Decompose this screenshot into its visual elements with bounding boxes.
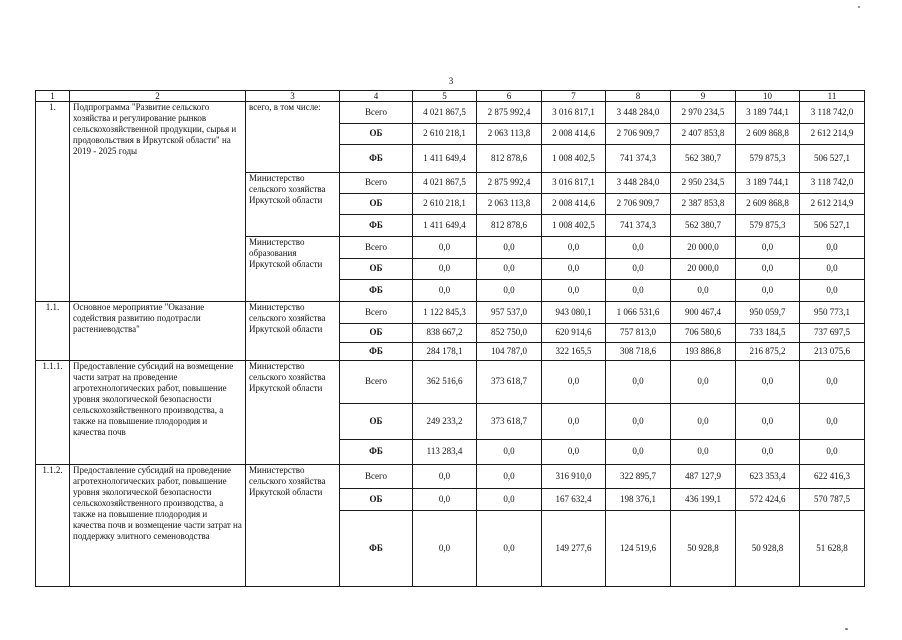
section-1-1-2 [36,465,865,587]
header-cell: 2 [70,91,246,102]
funding-source: Всего [340,173,413,194]
value-cell: 487 127,9 [671,465,736,489]
value-cell: 0,0 [413,280,477,302]
value-cell: 0,0 [800,237,865,259]
header-cell: 3 [246,91,340,102]
value-cell: 0,0 [736,280,800,302]
value-cell: 0,0 [800,259,865,280]
value-cell: 2 706 909,7 [606,194,671,215]
value-cell: 2 387 853,8 [671,194,736,215]
value-cell: 0,0 [477,280,542,302]
value-cell: 620 914,6 [542,324,606,343]
table-row [36,302,865,324]
value-cell: 249 233,2 [413,404,477,440]
value-cell: 2 008 414,6 [542,124,606,145]
value-cell: 0,0 [606,280,671,302]
value-cell: 506 527,1 [800,215,865,237]
table-row [36,465,865,489]
funding-source: ОБ [340,404,413,440]
value-cell: 0,0 [542,404,606,440]
value-cell: 623 353,4 [736,465,800,489]
page-number: 3 [448,76,454,86]
value-cell: 0,0 [800,404,865,440]
value-cell: 562 380,7 [671,145,736,173]
scan-speck [858,6,860,8]
value-cell: 0,0 [413,237,477,259]
value-cell: 104 787,0 [477,343,542,361]
funding-source: ФБ [340,215,413,237]
funding-source: ФБ [340,440,413,465]
funding-source: Всего [340,102,413,124]
value-cell: 2 609 868,8 [736,194,800,215]
value-cell: 741 374,3 [606,215,671,237]
header-cell: 6 [477,91,542,102]
value-cell: 2 610 218,1 [413,194,477,215]
value-cell: 0,0 [542,361,606,404]
funding-source: ОБ [340,324,413,343]
value-cell: 436 199,1 [671,489,736,511]
value-cell: 2 875 992,4 [477,102,542,124]
responsible-executor: Министерство сельского хозяйства Иркутской области [246,361,340,465]
funding-source: ОБ [340,194,413,215]
value-cell: 757 813,0 [606,324,671,343]
value-cell: 0,0 [606,361,671,404]
value-cell: 213 075,6 [800,343,865,361]
value-cell: 3 189 744,1 [736,102,800,124]
value-cell: 1 008 402,5 [542,215,606,237]
value-cell: 852 750,0 [477,324,542,343]
value-cell: 950 059,7 [736,302,800,324]
value-cell: 0,0 [477,465,542,489]
row-title: Предоставление субсидий на возмещение части затрат на проведение агротехнологических работ, повышение уровня экологической безопасности сельскохозяйственного производства, а также на повышение плодородия и качества почв [70,361,246,465]
value-cell: 4 021 867,5 [413,102,477,124]
value-cell: 3 118 742,0 [800,102,865,124]
table-row [36,102,865,124]
value-cell: 0,0 [542,259,606,280]
value-cell: 2 609 868,8 [736,124,800,145]
funding-source: ФБ [340,511,413,587]
value-cell: 0,0 [736,404,800,440]
value-cell: 950 773,1 [800,302,865,324]
value-cell: 3 118 742,0 [800,173,865,194]
value-cell: 0,0 [542,280,606,302]
value-cell: 0,0 [800,361,865,404]
value-cell: 2 407 853,8 [671,124,736,145]
value-cell: 0,0 [413,259,477,280]
header-cell: 9 [671,91,736,102]
value-cell: 0,0 [606,237,671,259]
header-row [36,91,865,102]
funding-source: ОБ [340,489,413,511]
value-cell: 50 928,8 [736,511,800,587]
value-cell: 812 878,6 [477,145,542,173]
value-cell: 0,0 [477,511,542,587]
row-title: Подпрограмма "Развитие сельского хозяйства и регулирование рынков сельскохозяйственной продукции, сырья и продовольствия в Иркутской области" на 2019 - 2025 годы [70,102,246,302]
value-cell: 0,0 [542,237,606,259]
funding-source: ФБ [340,280,413,302]
value-cell: 706 580,6 [671,324,736,343]
responsible-executor: Министерство образования Иркутской области [246,237,340,302]
value-cell: 0,0 [800,280,865,302]
value-cell: 506 527,1 [800,145,865,173]
header-cell: 7 [542,91,606,102]
header-cell: 5 [413,91,477,102]
value-cell: 0,0 [736,259,800,280]
value-cell: 2 970 234,5 [671,102,736,124]
value-cell: 3 448 284,0 [606,173,671,194]
responsible-executor: Министерство сельского хозяйства Иркутской области [246,302,340,361]
value-cell: 0,0 [413,465,477,489]
value-cell: 3 189 744,1 [736,173,800,194]
value-cell: 149 277,6 [542,511,606,587]
funding-source: Всего [340,302,413,324]
value-cell: 0,0 [606,440,671,465]
funding-source: Всего [340,237,413,259]
header-cell: 11 [800,91,865,102]
value-cell: 308 718,6 [606,343,671,361]
value-cell: 113 283,4 [413,440,477,465]
value-cell: 322 165,5 [542,343,606,361]
header-cell: 1 [36,91,70,102]
value-cell: 579 875,3 [736,145,800,173]
value-cell: 741 374,3 [606,145,671,173]
value-cell: 0,0 [736,361,800,404]
value-cell: 0,0 [736,237,800,259]
value-cell: 124 519,6 [606,511,671,587]
value-cell: 733 184,5 [736,324,800,343]
value-cell: 0,0 [736,440,800,465]
value-cell: 0,0 [671,280,736,302]
value-cell: 0,0 [413,511,477,587]
row-title: Основное мероприятие "Оказание содействия развитию подотрасли растениеводства" [70,302,246,361]
row-code: 1.1.2. [36,465,70,587]
value-cell: 51 628,8 [800,511,865,587]
value-cell: 0,0 [671,361,736,404]
scan-speck [845,628,848,630]
value-cell: 622 416,3 [800,465,865,489]
value-cell: 3 016 817,1 [542,173,606,194]
value-cell: 0,0 [542,440,606,465]
value-cell: 1 066 531,6 [606,302,671,324]
row-code: 1.1.1. [36,361,70,465]
funding-source: Всего [340,361,413,404]
value-cell: 2 706 909,7 [606,124,671,145]
value-cell: 1 008 402,5 [542,145,606,173]
header-cell: 10 [736,91,800,102]
value-cell: 0,0 [606,259,671,280]
value-cell: 167 632,4 [542,489,606,511]
value-cell: 2 612 214,9 [800,194,865,215]
value-cell: 4 021 867,5 [413,173,477,194]
value-cell: 2 612 214,9 [800,124,865,145]
value-cell: 0,0 [800,440,865,465]
value-cell: 572 424,6 [736,489,800,511]
value-cell: 50 928,8 [671,511,736,587]
value-cell: 2 063 113,8 [477,194,542,215]
value-cell: 3 448 284,0 [606,102,671,124]
value-cell: 0,0 [477,237,542,259]
value-cell: 373 618,7 [477,361,542,404]
value-cell: 2 950 234,5 [671,173,736,194]
value-cell: 943 080,1 [542,302,606,324]
value-cell: 737 697,5 [800,324,865,343]
value-cell: 362 516,6 [413,361,477,404]
value-cell: 0,0 [477,489,542,511]
header-cell: 4 [340,91,413,102]
value-cell: 316 910,0 [542,465,606,489]
section-1-1-1 [36,361,865,465]
value-cell: 1 122 845,3 [413,302,477,324]
budget-table [35,90,865,587]
responsible-executor: Министерство сельского хозяйства Иркутской области [246,465,340,587]
value-cell: 198 376,1 [606,489,671,511]
value-cell: 2 610 218,1 [413,124,477,145]
value-cell: 570 787,5 [800,489,865,511]
value-cell: 1 411 649,4 [413,145,477,173]
value-cell: 0,0 [606,404,671,440]
value-cell: 3 016 817,1 [542,102,606,124]
table-row [36,361,865,404]
value-cell: 322 895,7 [606,465,671,489]
value-cell: 562 380,7 [671,215,736,237]
value-cell: 900 467,4 [671,302,736,324]
value-cell: 1 411 649,4 [413,215,477,237]
row-code: 1.1. [36,302,70,361]
header-cell: 8 [606,91,671,102]
funding-source: ФБ [340,343,413,361]
value-cell: 193 886,8 [671,343,736,361]
section-1-1 [36,302,865,361]
value-cell: 20 000,0 [671,237,736,259]
value-cell: 579 875,3 [736,215,800,237]
value-cell: 216 875,2 [736,343,800,361]
value-cell: 812 878,6 [477,215,542,237]
row-code: 1. [36,102,70,302]
value-cell: 2 063 113,8 [477,124,542,145]
funding-source: ФБ [340,145,413,173]
section-1 [36,102,865,302]
funding-source: Всего [340,465,413,489]
value-cell: 838 667,2 [413,324,477,343]
value-cell: 20 000,0 [671,259,736,280]
value-cell: 2 875 992,4 [477,173,542,194]
responsible-executor: всего, в том числе: [246,102,340,173]
row-title: Предоставление субсидий на проведение агротехнологических работ, повышение уровня экологической безопасности сельскохозяйственного производства, а также на повышение плодородия и качества почв и возмещение части затрат на поддержку элитного семеноводства [70,465,246,587]
value-cell: 0,0 [413,489,477,511]
value-cell: 284 178,1 [413,343,477,361]
value-cell: 0,0 [477,259,542,280]
value-cell: 0,0 [477,440,542,465]
value-cell: 0,0 [671,404,736,440]
value-cell: 0,0 [671,440,736,465]
funding-source: ОБ [340,259,413,280]
funding-source: ОБ [340,124,413,145]
value-cell: 957 537,0 [477,302,542,324]
responsible-executor: Министерство сельского хозяйства Иркутской области [246,173,340,237]
value-cell: 2 008 414,6 [542,194,606,215]
value-cell: 373 618,7 [477,404,542,440]
